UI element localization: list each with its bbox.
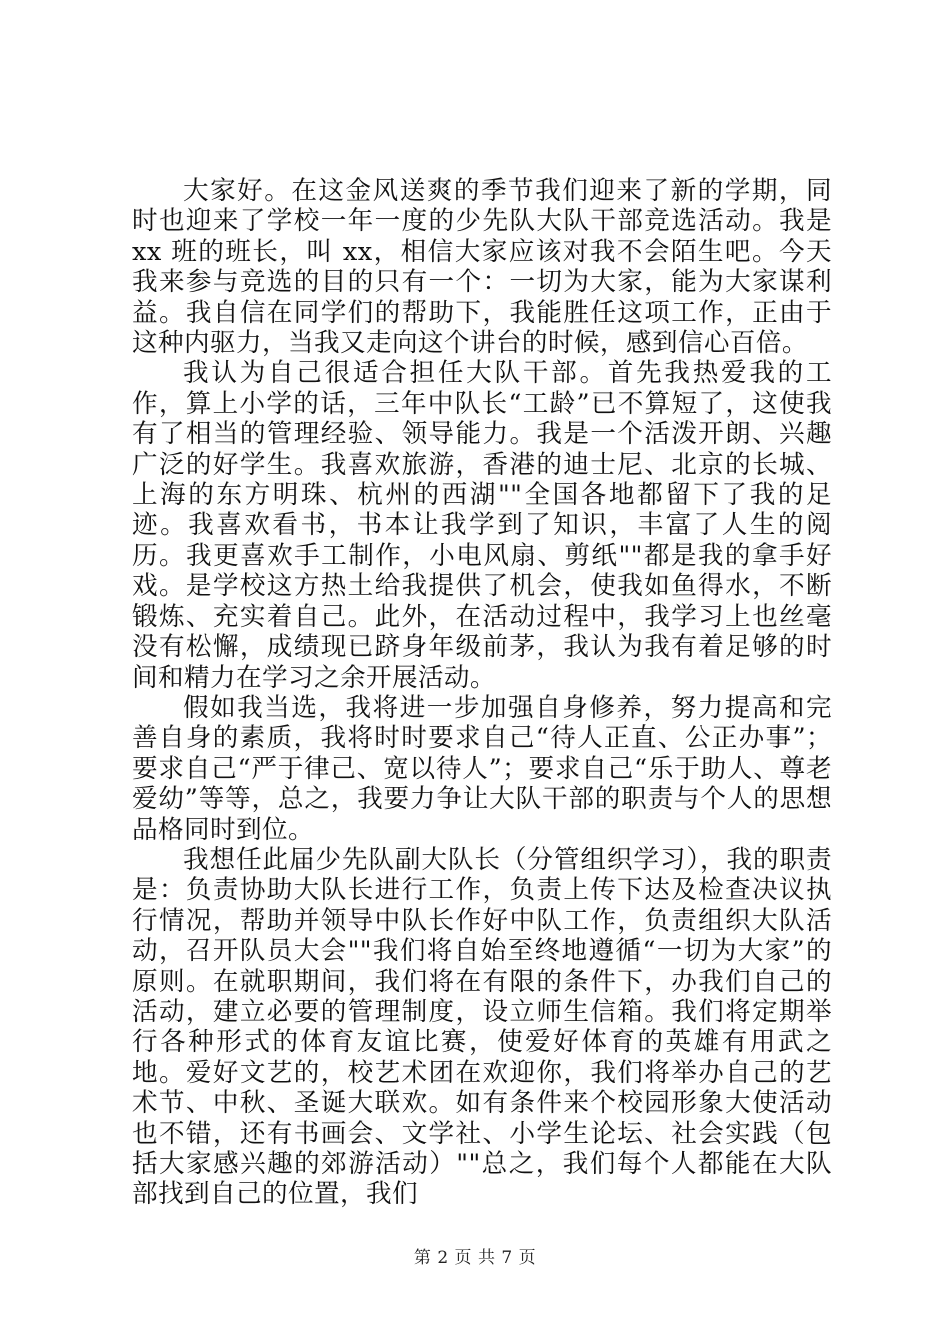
paragraph-4: 我想任此届少先队副大队长（分管组织学习），我的职责是：负责协助大队长进行工作，负责上传下达及检查决议执行情况，帮助并领导中队长作好中队工作，负责组织大队活动，召开队员大会""我们将自始至终地遵循“一切为大家”的原则。在就职期间，我们将在有限的条件下，办我们自己的活动，建立必要的管理制度，设立师生信箱。我们将定期举行各种形式的体育友谊比赛，使爱好体育的英雄有用武之地。爱好文艺的，校艺术团在欢迎你，我们将举办自己的艺术节、中秋、圣诞大联欢。如有条件来个校园形象大使活动也不错，还有书画会、文学社、小学生论坛、社会实践（包括大家感兴趣的郊游活动）""总之，我们每个人都能在大队部找到自己的位置，我们 xyxy=(132,844,832,1210)
page-number-label: 第 2 页 共 7 页 xyxy=(413,1248,537,1268)
page-footer xyxy=(0,1243,950,1268)
paragraph-1: 大家好。在这金风送爽的季节我们迎来了新的学期，同时也迎来了学校一年一度的少先队大队干部竞选活动。我是 xx 班的班长，叫 xx，相信大家应该对我不会陌生吧。今天我来参与竞选的目的只有一个：一切为大家，能为大家谋利益。我自信在同学们的帮助下，我能胜任这项工作，正由于这种内驱力，当我又走向这个讲台的时候，感到信心百倍。 xyxy=(132,176,832,359)
document-body xyxy=(132,176,832,1210)
paragraph-2: 我认为自己很适合担任大队干部。首先我热爱我的工作，算上小学的话，三年中队长“工龄”已不算短了，这使我有了相当的管理经验、领导能力。我是一个活泼开朗、兴趣广泛的好学生。我喜欢旅游，香港的迪士尼、北京的长城、上海的东方明珠、杭州的西湖""全国各地都留下了我的足迹。我喜欢看书，书本让我学到了知识，丰富了人生的阅历。我更喜欢手工制作，小电风扇、剪纸""都是我的拿手好戏。是学校这方热土给我提供了机会，使我如鱼得水，不断锻炼、充实着自己。此外，在活动过程中，我学习上也丝毫没有松懈，成绩现已跻身年级前茅，我认为我有着足够的时间和精力在学习之余开展活动。 xyxy=(132,358,832,693)
paragraph-3: 假如我当选，我将进一步加强自身修养，努力提高和完善自身的素质，我将时时要求自己“待人正直、公正办事”；要求自己“严于律己、宽以待人”；要求自己“乐于助人、尊老爱幼”等等，总之，我要力争让大队干部的职责与个人的思想品格同时到位。 xyxy=(132,692,832,845)
